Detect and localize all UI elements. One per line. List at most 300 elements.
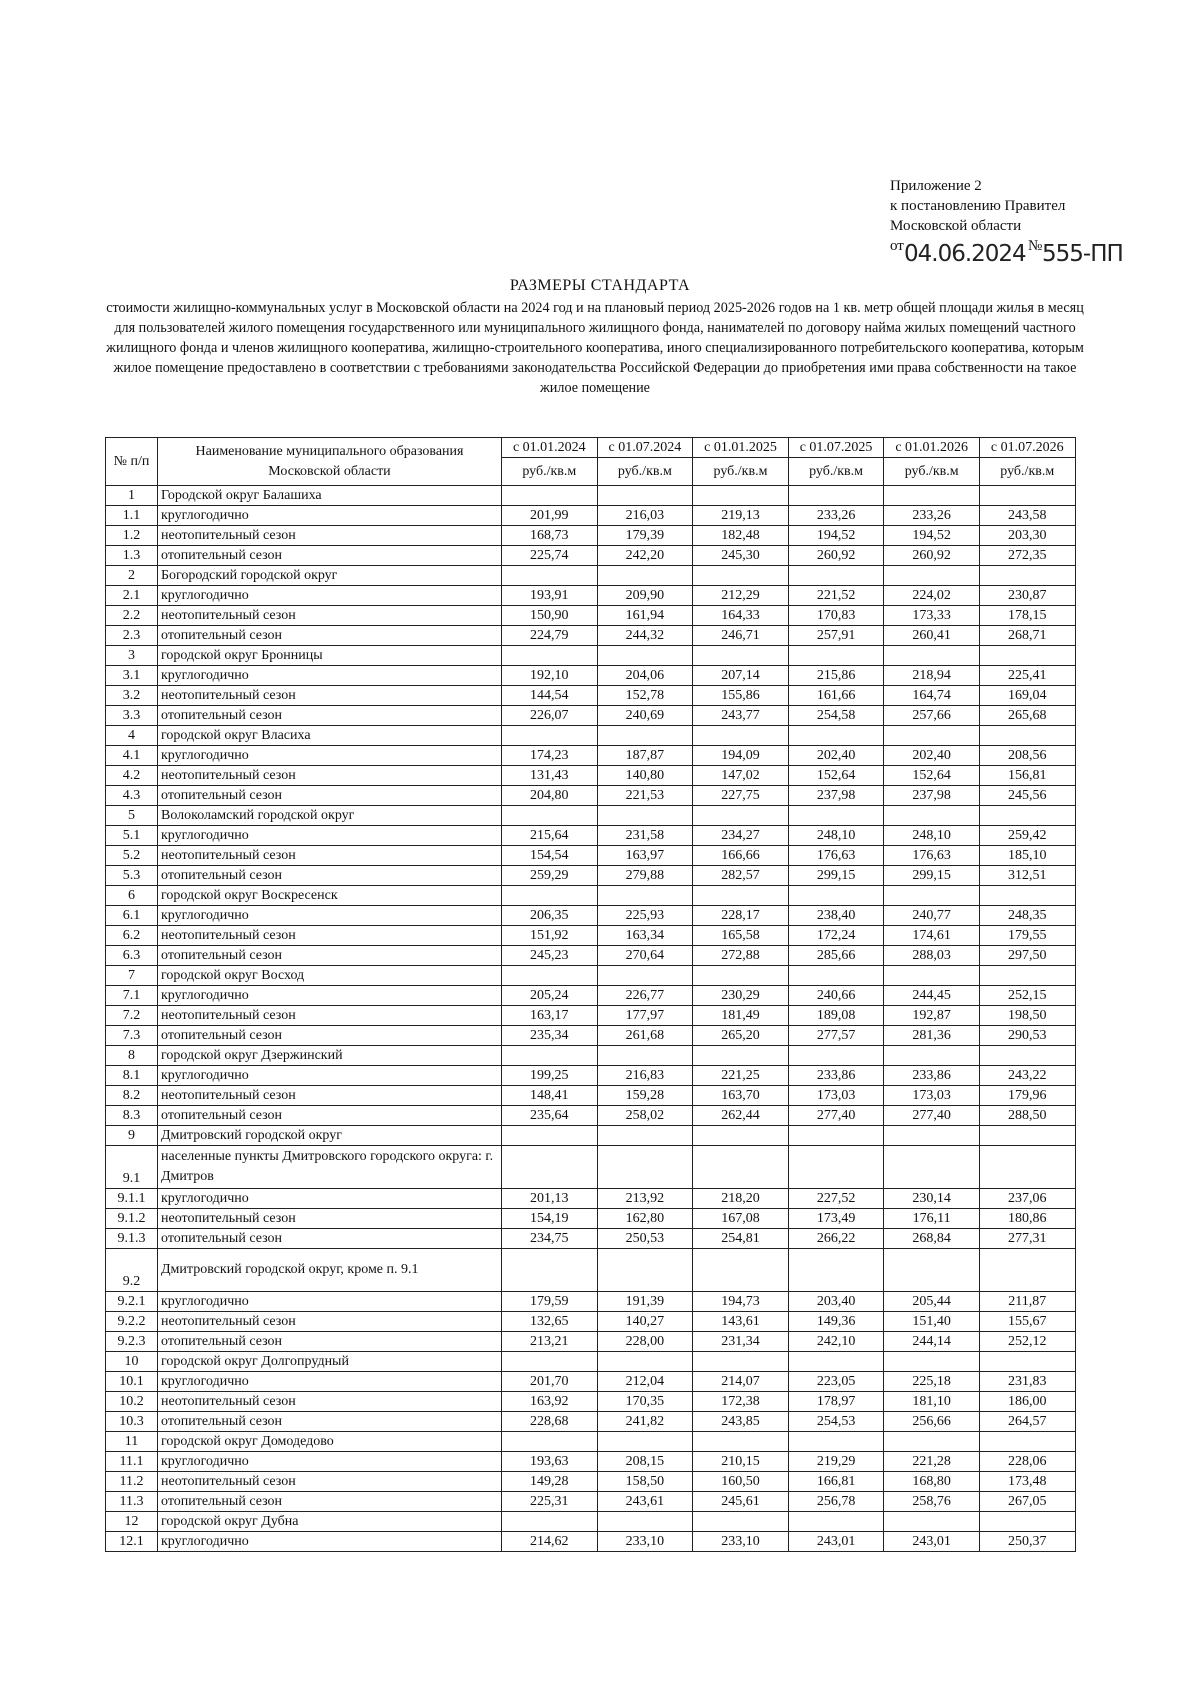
row-value: 214,07 — [693, 1372, 789, 1392]
header-period: с 01.01.2025 — [693, 438, 789, 458]
table-row — [106, 1086, 1076, 1106]
row-value — [884, 886, 980, 906]
row-value — [693, 1126, 789, 1146]
row-value — [502, 1352, 598, 1372]
row-value: 169,04 — [979, 686, 1075, 706]
row-value: 165,58 — [693, 926, 789, 946]
row-value: 154,54 — [502, 846, 598, 866]
row-value: 191,39 — [597, 1292, 693, 1312]
row-value: 189,08 — [788, 1006, 884, 1026]
row-value: 208,56 — [979, 746, 1075, 766]
row-municipality: отопительный сезон — [158, 1332, 502, 1352]
row-value: 192,10 — [502, 666, 598, 686]
row-value — [693, 566, 789, 586]
row-value: 266,22 — [788, 1229, 884, 1249]
row-value — [979, 1352, 1075, 1372]
row-number: 1.1 — [106, 506, 158, 526]
row-value: 163,70 — [693, 1086, 789, 1106]
row-value: 178,97 — [788, 1392, 884, 1412]
row-value: 174,23 — [502, 746, 598, 766]
row-value: 155,86 — [693, 686, 789, 706]
row-municipality: городской округ Дубна — [158, 1512, 502, 1532]
row-value: 248,10 — [788, 826, 884, 846]
row-value — [979, 486, 1075, 506]
table-row — [106, 606, 1076, 626]
row-municipality: круглогодично — [158, 586, 502, 606]
row-value: 152,78 — [597, 686, 693, 706]
row-number: 9.1.3 — [106, 1229, 158, 1249]
row-value — [693, 726, 789, 746]
row-value: 238,40 — [788, 906, 884, 926]
table-row — [106, 1006, 1076, 1026]
row-value: 149,36 — [788, 1312, 884, 1332]
row-municipality: населенные пункты Дмитровского городского округа: г. Дмитров — [158, 1146, 502, 1189]
row-value: 254,53 — [788, 1412, 884, 1432]
row-municipality: круглогодично — [158, 826, 502, 846]
row-value: 193,63 — [502, 1452, 598, 1472]
row-value — [597, 966, 693, 986]
table-row — [106, 1126, 1076, 1146]
row-number: 10.2 — [106, 1392, 158, 1412]
row-number: 8.3 — [106, 1106, 158, 1126]
row-value: 159,28 — [597, 1086, 693, 1106]
table-row — [106, 746, 1076, 766]
row-value — [979, 1046, 1075, 1066]
row-value: 194,09 — [693, 746, 789, 766]
row-value: 132,65 — [502, 1312, 598, 1332]
row-value: 228,17 — [693, 906, 789, 926]
row-value: 235,64 — [502, 1106, 598, 1126]
row-value: 194,52 — [788, 526, 884, 546]
row-value: 221,52 — [788, 586, 884, 606]
row-municipality: неотопительный сезон — [158, 766, 502, 786]
row-value — [788, 486, 884, 506]
row-value: 176,11 — [884, 1209, 980, 1229]
row-value: 181,49 — [693, 1006, 789, 1026]
row-value: 198,50 — [979, 1006, 1075, 1026]
row-municipality: круглогодично — [158, 1452, 502, 1472]
row-value: 235,34 — [502, 1026, 598, 1046]
row-value — [884, 1126, 980, 1146]
table-row — [106, 1372, 1076, 1392]
row-value: 272,88 — [693, 946, 789, 966]
appendix-title: Приложение 2 — [890, 178, 982, 194]
row-municipality: отопительный сезон — [158, 706, 502, 726]
row-value: 172,24 — [788, 926, 884, 946]
row-number: 8.2 — [106, 1086, 158, 1106]
appendix-date-line — [890, 236, 1190, 270]
row-value — [597, 806, 693, 826]
table-row — [106, 686, 1076, 706]
row-value: 211,87 — [979, 1292, 1075, 1312]
row-value: 243,77 — [693, 706, 789, 726]
row-value — [502, 886, 598, 906]
row-municipality: Городской округ Балашиха — [158, 486, 502, 506]
row-value: 265,68 — [979, 706, 1075, 726]
row-value: 243,85 — [693, 1412, 789, 1432]
row-value: 170,83 — [788, 606, 884, 626]
row-municipality: Дмитровский городской округ — [158, 1126, 502, 1146]
row-value: 194,52 — [884, 526, 980, 546]
row-value — [884, 806, 980, 826]
row-value: 179,96 — [979, 1086, 1075, 1106]
row-number: 3.2 — [106, 686, 158, 706]
row-value: 277,40 — [884, 1106, 980, 1126]
row-value: 205,44 — [884, 1292, 980, 1312]
table-row — [106, 1209, 1076, 1229]
row-value — [597, 1146, 693, 1189]
row-value: 234,75 — [502, 1229, 598, 1249]
row-number: 5.1 — [106, 826, 158, 846]
row-value — [788, 726, 884, 746]
row-value: 166,81 — [788, 1472, 884, 1492]
row-number: 2 — [106, 566, 158, 586]
row-value: 201,70 — [502, 1372, 598, 1392]
row-value: 231,83 — [979, 1372, 1075, 1392]
row-value: 178,15 — [979, 606, 1075, 626]
row-municipality: неотопительный сезон — [158, 606, 502, 626]
table-row — [106, 1452, 1076, 1472]
row-value: 204,80 — [502, 786, 598, 806]
row-value — [502, 806, 598, 826]
row-municipality: отопительный сезон — [158, 866, 502, 886]
row-value: 237,98 — [788, 786, 884, 806]
row-value: 185,10 — [979, 846, 1075, 866]
row-number: 10 — [106, 1352, 158, 1372]
row-value: 226,77 — [597, 986, 693, 1006]
table-row — [106, 846, 1076, 866]
row-value — [788, 1126, 884, 1146]
row-value: 240,77 — [884, 906, 980, 926]
row-value — [884, 646, 980, 666]
row-value — [597, 886, 693, 906]
table-row — [106, 1249, 1076, 1292]
row-value: 164,74 — [884, 686, 980, 706]
table-row — [106, 506, 1076, 526]
row-value: 173,49 — [788, 1209, 884, 1229]
row-value: 244,45 — [884, 986, 980, 1006]
row-municipality: неотопительный сезон — [158, 1086, 502, 1106]
appendix-region: Московской области — [890, 218, 1022, 234]
row-value: 218,20 — [693, 1189, 789, 1209]
row-value: 176,63 — [884, 846, 980, 866]
row-value: 162,80 — [597, 1209, 693, 1229]
row-value: 279,88 — [597, 866, 693, 886]
row-value: 168,73 — [502, 526, 598, 546]
table-row — [106, 786, 1076, 806]
table-row — [106, 646, 1076, 666]
row-value: 140,80 — [597, 766, 693, 786]
row-value: 193,91 — [502, 586, 598, 606]
table-row — [106, 1532, 1076, 1552]
row-value: 233,10 — [693, 1532, 789, 1552]
row-value: 233,86 — [884, 1066, 980, 1086]
row-number: 9.2.3 — [106, 1332, 158, 1352]
row-value: 164,33 — [693, 606, 789, 626]
row-value: 219,29 — [788, 1452, 884, 1472]
row-value — [788, 1352, 884, 1372]
row-value — [788, 1249, 884, 1292]
row-number: 5 — [106, 806, 158, 826]
row-value: 224,02 — [884, 586, 980, 606]
row-value: 260,41 — [884, 626, 980, 646]
row-number: 9 — [106, 1126, 158, 1146]
row-value — [502, 1249, 598, 1292]
row-municipality: отопительный сезон — [158, 626, 502, 646]
row-value: 225,74 — [502, 546, 598, 566]
row-value: 218,94 — [884, 666, 980, 686]
row-value: 179,55 — [979, 926, 1075, 946]
row-value: 204,06 — [597, 666, 693, 686]
row-value: 203,40 — [788, 1292, 884, 1312]
row-municipality: круглогодично — [158, 746, 502, 766]
appendix-resolution: к постановлению Правител — [890, 198, 1066, 214]
row-value: 163,97 — [597, 846, 693, 866]
row-value — [693, 1146, 789, 1189]
row-value: 213,92 — [597, 1189, 693, 1209]
row-value — [693, 1352, 789, 1372]
row-value: 161,94 — [597, 606, 693, 626]
row-value: 252,15 — [979, 986, 1075, 1006]
row-value — [597, 646, 693, 666]
row-value: 230,14 — [884, 1189, 980, 1209]
table-row — [106, 946, 1076, 966]
row-value: 243,22 — [979, 1066, 1075, 1086]
row-municipality: круглогодично — [158, 1292, 502, 1312]
table-row — [106, 1472, 1076, 1492]
row-value: 214,62 — [502, 1532, 598, 1552]
row-value: 216,03 — [597, 506, 693, 526]
row-value: 233,10 — [597, 1532, 693, 1552]
table-row — [106, 1146, 1076, 1189]
row-value: 173,03 — [884, 1086, 980, 1106]
row-value: 243,01 — [884, 1532, 980, 1552]
table-row — [106, 1312, 1076, 1332]
row-value: 299,15 — [788, 866, 884, 886]
row-value: 151,40 — [884, 1312, 980, 1332]
row-value — [502, 966, 598, 986]
row-municipality: неотопительный сезон — [158, 926, 502, 946]
row-value: 180,86 — [979, 1209, 1075, 1229]
row-municipality: городской округ Домодедово — [158, 1432, 502, 1452]
row-value — [597, 1352, 693, 1372]
row-value — [979, 806, 1075, 826]
row-value: 277,40 — [788, 1106, 884, 1126]
row-value: 262,44 — [693, 1106, 789, 1126]
row-value: 231,58 — [597, 826, 693, 846]
row-municipality: городской округ Долгопрудный — [158, 1352, 502, 1372]
row-value: 163,92 — [502, 1392, 598, 1412]
document-subtitle: стоимости жилищно-коммунальных услуг в Московской области на 2024 год и на плановый период 2025-2026 годов на 1 кв. метр общей площади жилья в месяц для пользователей жилого помещения государственного или муниципального жилищного фонда, нанимателей по договору найма жилых помещений частного жилищного фонда и членов жилищного кооператива, жилищно-строительного кооператива, иного специализированного потребительского кооператива, которым жилое помещение предоставлено в соответствии с требованиями законодательства Российской Федерации до приобретения ими права собственности на такое жилое помещение — [106, 300, 1084, 396]
row-number: 1.2 — [106, 526, 158, 546]
row-value: 201,13 — [502, 1189, 598, 1209]
table-row — [106, 726, 1076, 746]
row-value: 272,35 — [979, 546, 1075, 566]
row-value — [979, 1126, 1075, 1146]
row-value: 240,66 — [788, 986, 884, 1006]
row-value: 151,92 — [502, 926, 598, 946]
row-value — [884, 486, 980, 506]
row-number: 6.1 — [106, 906, 158, 926]
row-value: 199,25 — [502, 1066, 598, 1086]
header-period: с 01.07.2024 — [597, 438, 693, 458]
row-value — [979, 1249, 1075, 1292]
row-value: 163,34 — [597, 926, 693, 946]
row-value: 243,01 — [788, 1532, 884, 1552]
row-value: 225,31 — [502, 1492, 598, 1512]
row-value: 282,57 — [693, 866, 789, 886]
row-value — [788, 1512, 884, 1532]
row-value — [788, 1046, 884, 1066]
row-value — [502, 1146, 598, 1189]
table-row — [106, 626, 1076, 646]
row-value — [788, 1146, 884, 1189]
table-row — [106, 986, 1076, 1006]
row-value — [502, 566, 598, 586]
row-value: 252,12 — [979, 1332, 1075, 1352]
table-row — [106, 1066, 1076, 1086]
row-value: 228,06 — [979, 1452, 1075, 1472]
row-value: 246,71 — [693, 626, 789, 646]
row-value — [693, 886, 789, 906]
row-value: 257,91 — [788, 626, 884, 646]
row-value: 150,90 — [502, 606, 598, 626]
row-number: 3.1 — [106, 666, 158, 686]
row-number: 11.2 — [106, 1472, 158, 1492]
row-number: 5.3 — [106, 866, 158, 886]
header-unit: руб./кв.м — [788, 458, 884, 486]
row-value: 248,10 — [884, 826, 980, 846]
row-number: 8 — [106, 1046, 158, 1066]
table-row — [106, 906, 1076, 926]
table-row — [106, 886, 1076, 906]
header-unit: руб./кв.м — [884, 458, 980, 486]
row-value: 187,87 — [597, 746, 693, 766]
row-number: 12 — [106, 1512, 158, 1532]
header-unit: руб./кв.м — [693, 458, 789, 486]
row-municipality: круглогодично — [158, 1189, 502, 1209]
row-value: 233,26 — [884, 506, 980, 526]
row-municipality: городской округ Власиха — [158, 726, 502, 746]
row-number: 7.3 — [106, 1026, 158, 1046]
row-value — [597, 1126, 693, 1146]
row-value: 261,68 — [597, 1026, 693, 1046]
row-value: 131,43 — [502, 766, 598, 786]
row-value — [884, 1146, 980, 1189]
table-row — [106, 1352, 1076, 1372]
row-value: 170,35 — [597, 1392, 693, 1412]
row-value — [788, 966, 884, 986]
row-value: 149,28 — [502, 1472, 598, 1492]
row-value — [502, 1512, 598, 1532]
row-municipality: городской округ Бронницы — [158, 646, 502, 666]
row-number: 4 — [106, 726, 158, 746]
row-value: 237,98 — [884, 786, 980, 806]
row-value: 167,08 — [693, 1209, 789, 1229]
row-value — [884, 1046, 980, 1066]
row-value: 259,42 — [979, 826, 1075, 846]
row-value — [884, 726, 980, 746]
row-municipality: неотопительный сезон — [158, 526, 502, 546]
row-value: 215,64 — [502, 826, 598, 846]
row-number: 7.2 — [106, 1006, 158, 1026]
row-number: 10.3 — [106, 1412, 158, 1432]
row-number: 9.1.2 — [106, 1209, 158, 1229]
row-value: 228,68 — [502, 1412, 598, 1432]
number-sign: № — [1028, 238, 1043, 254]
row-number: 10.1 — [106, 1372, 158, 1392]
row-value: 161,66 — [788, 686, 884, 706]
row-value: 226,07 — [502, 706, 598, 726]
row-value: 177,97 — [597, 1006, 693, 1026]
row-municipality: городской округ Дзержинский — [158, 1046, 502, 1066]
row-number: 11.1 — [106, 1452, 158, 1472]
row-value — [979, 886, 1075, 906]
row-value — [788, 646, 884, 666]
row-value: 248,35 — [979, 906, 1075, 926]
row-value — [979, 726, 1075, 746]
table-row — [106, 546, 1076, 566]
row-municipality: неотопительный сезон — [158, 846, 502, 866]
table-row — [106, 826, 1076, 846]
row-value: 227,75 — [693, 786, 789, 806]
row-value: 219,13 — [693, 506, 789, 526]
row-municipality: Богородский городской округ — [158, 566, 502, 586]
row-value: 258,02 — [597, 1106, 693, 1126]
header-number: № п/п — [106, 438, 158, 486]
header-period: с 01.07.2026 — [979, 438, 1075, 458]
row-number: 4.2 — [106, 766, 158, 786]
row-value — [884, 1512, 980, 1532]
row-value — [788, 566, 884, 586]
table-row — [106, 1332, 1076, 1352]
row-value: 267,05 — [979, 1492, 1075, 1512]
row-value — [597, 726, 693, 746]
row-number: 5.2 — [106, 846, 158, 866]
row-value: 179,39 — [597, 526, 693, 546]
row-value: 192,87 — [884, 1006, 980, 1026]
row-municipality: круглогодично — [158, 1372, 502, 1392]
header-period: с 01.01.2024 — [502, 438, 598, 458]
row-value: 223,05 — [788, 1372, 884, 1392]
row-number: 12.1 — [106, 1532, 158, 1552]
row-value — [693, 966, 789, 986]
row-value: 186,00 — [979, 1392, 1075, 1412]
row-value: 245,30 — [693, 546, 789, 566]
row-value: 242,20 — [597, 546, 693, 566]
row-value — [788, 806, 884, 826]
row-number: 11 — [106, 1432, 158, 1452]
row-municipality: отопительный сезон — [158, 546, 502, 566]
standard-cost-table — [105, 437, 1076, 1552]
row-value — [502, 1432, 598, 1452]
row-value: 194,73 — [693, 1292, 789, 1312]
row-value: 215,86 — [788, 666, 884, 686]
table-row — [106, 1412, 1076, 1432]
row-value: 260,92 — [884, 546, 980, 566]
row-value: 258,76 — [884, 1492, 980, 1512]
row-value: 234,27 — [693, 826, 789, 846]
row-value: 181,10 — [884, 1392, 980, 1412]
row-value: 216,83 — [597, 1066, 693, 1086]
row-number: 7 — [106, 966, 158, 986]
table-row — [106, 1492, 1076, 1512]
header-period: с 01.01.2026 — [884, 438, 980, 458]
row-value: 285,66 — [788, 946, 884, 966]
row-number: 8.1 — [106, 1066, 158, 1086]
header-period: с 01.07.2025 — [788, 438, 884, 458]
row-value — [788, 1432, 884, 1452]
